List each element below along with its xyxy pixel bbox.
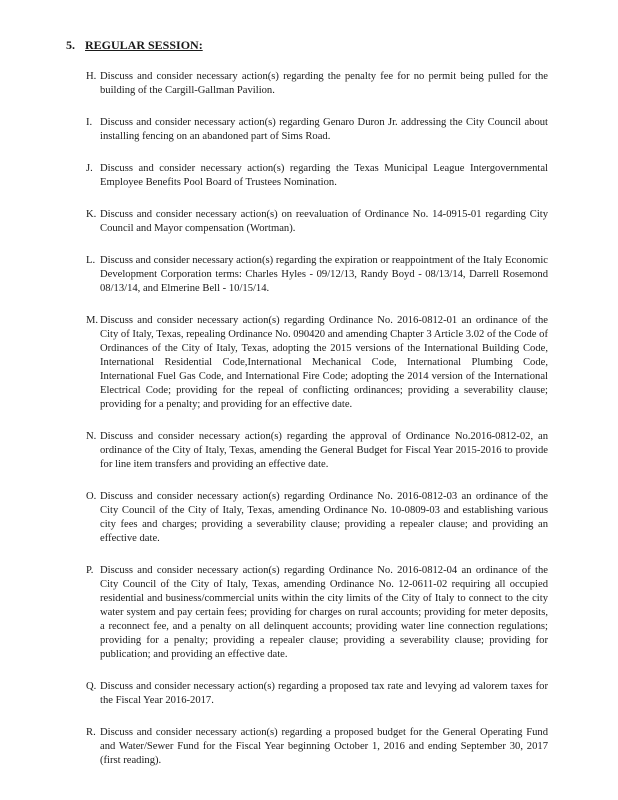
item-text: Discuss and consider necessary action(s) regarding Ordinance No. 2016-0812-01 an ordinance of the City of Italy, Texas, repealing Ordinance No. 090420 and amending Chapter 3 Article 3.02 of the Code of Ordinances of the City of Italy, Texas, adopting the 2015 versions of the International Building Code, International Residential Code,International Mechanical Code, International Plumbing Code, International Fuel Gas Code, and International Fire Code; adopting the 2014 version of the International Electrical Code; providing for the repeal of conflicting ordinances; providing a severability clause; providing for a penalty; and providing for an effective date.	[100, 315, 548, 410]
item-text: Discuss and consider necessary action(s) regarding the penalty fee for no permit being pulled for the building of the Cargill-Gallman Pavilion.	[100, 71, 548, 96]
item-letter: R.	[86, 727, 96, 738]
item-text: Discuss and consider necessary action(s) regarding the Texas Municipal League Intergovernmental Employee Benefits Pool Board of Trustees Nomination.	[100, 163, 548, 188]
section-number: 5.	[66, 38, 75, 52]
agenda-item-n	[86, 430, 548, 472]
item-letter: O.	[86, 491, 97, 502]
item-text: Discuss and consider necessary action(s) regarding a proposed tax rate and levying ad valorem taxes for the Fiscal Year 2016-2017.	[100, 681, 548, 706]
item-text: Discuss and consider necessary action(s) on reevaluation of Ordinance No. 14-0915-01 regarding City Council and Mayor compensation (Wortman).	[100, 209, 548, 234]
item-text: Discuss and consider necessary action(s) regarding the approval of Ordinance No.2016-0812-02, an ordinance of the City of Italy, Texas, amending the General Budget for Fiscal Year 2015-2016 to provide for line item transfers and providing an effective date.	[100, 431, 548, 470]
agenda-item-m	[86, 314, 548, 412]
item-letter: L.	[86, 255, 96, 266]
item-text: Discuss and consider necessary action(s) regarding Ordinance No. 2016-0812-03 an ordinance of the City Council of the City of Italy, Texas, amending Ordinance No. 10-0809-03 and establishing various city fees and charges; providing a severability clause; providing a repealer clause; and providing an effective date.	[100, 491, 548, 544]
agenda-item-q	[86, 680, 548, 708]
section-title: REGULAR SESSION:	[85, 38, 203, 52]
item-letter: I.	[86, 117, 93, 128]
item-text: Discuss and consider necessary action(s) regarding Genaro Duron Jr. addressing the City Council about installing fencing on an abandoned part of Sims Road.	[100, 117, 548, 142]
item-letter: P.	[86, 565, 94, 576]
agenda-item-o	[86, 490, 548, 546]
agenda-item-list	[86, 70, 548, 786]
item-text: Discuss and consider necessary action(s) regarding the expiration or reappointment of the Italy Economic Development Corporation terms: Charles Hyles - 09/12/13, Randy Boyd - 08/13/14, Darrell Rosemond 08/13/14, and Elmerine Bell - 10/15/14.	[100, 255, 548, 294]
item-letter: J.	[86, 163, 93, 174]
agenda-item-l	[86, 254, 548, 296]
item-text: Discuss and consider necessary action(s) regarding Ordinance No. 2016-0812-04 an ordinance of the City Council of the City of Italy, Texas, amending Ordinance No. 12-0611-02 requiring all occupied residential and business/commercial units within the city limits of the City of Italy to connect to the city water system and pay certain fees; providing for charges on rural accounts; providing for meter deposits, a reconnect fee, and a penalty on all delinquent accounts; providing water line connection regulations; providing for a penalty; providing a repealer clause; providing a severability clause; providing for publication; and providing an effective date.	[100, 565, 548, 660]
agenda-item-j	[86, 162, 548, 190]
agenda-item-h	[86, 70, 548, 98]
agenda-item-r	[86, 726, 548, 768]
agenda-item-p	[86, 564, 548, 662]
item-letter: N.	[86, 431, 97, 442]
agenda-item-i	[86, 116, 548, 144]
item-letter: K.	[86, 209, 97, 220]
item-letter: Q.	[86, 681, 97, 692]
item-letter: H.	[86, 71, 97, 82]
section-heading	[66, 38, 203, 53]
agenda-item-k	[86, 208, 548, 236]
item-letter: M.	[86, 315, 99, 326]
item-text: Discuss and consider necessary action(s) regarding a proposed budget for the General Operating Fund and Water/Sewer Fund for the Fiscal Year beginning October 1, 2016 and ending September 30, 2017 (first reading).	[100, 727, 548, 766]
